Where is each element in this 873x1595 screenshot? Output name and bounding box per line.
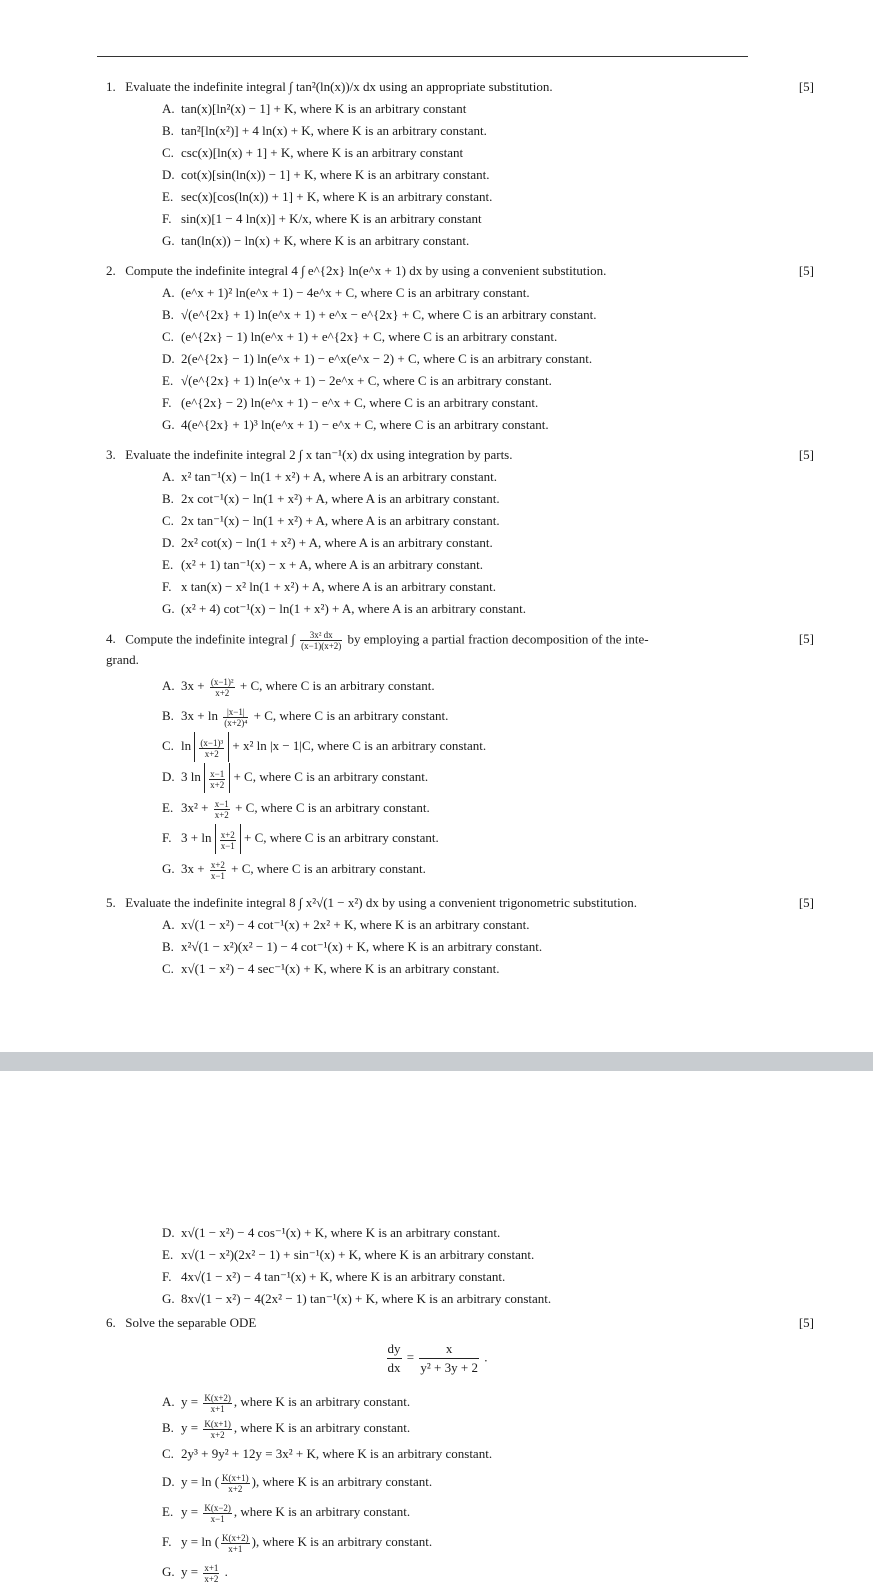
option[interactable]: F. y = ln ( $\frac{K(x+2)}{x+1}$ ), where K is an arbitrary constant. — [162, 1532, 433, 1554]
question-text: Compute the indefinite integral ∫ — [125, 631, 295, 647]
marks-label: [5] — [798, 895, 814, 911]
option[interactable]: B. x²√(1 − x²)(x² − 1) − 4 cot⁻¹(x) + K, where K is an arbitrary constant. — [162, 939, 543, 955]
page-two — [106, 1222, 826, 1587]
option[interactable]: F. 4x√(1 − x²) − 4 tan⁻¹(x) + K, where K is an arbitrary constant. — [162, 1269, 506, 1284]
marks-label: [5] — [798, 447, 814, 462]
option[interactable]: C. x√(1 − x²) − 4 sec⁻¹(x) + K, where K is an arbitrary constant. — [162, 961, 500, 977]
question-number: 6. — [106, 1315, 116, 1330]
question-1 — [106, 78, 826, 252]
question-text: Evaluate the indefinite integral 2 ∫ x tan⁻¹(x) dx using integration by parts. — [125, 447, 513, 462]
option[interactable]: D. x√(1 − x²) − 4 cos⁻¹(x) + K, where K is an arbitrary constant. — [162, 1225, 501, 1240]
option[interactable]: A. x√(1 − x²) − 4 cot⁻¹(x) + 2x² + K, where K is an arbitrary constant. — [162, 917, 530, 933]
question-text-cont: by employing a partial fraction decomposition of the inte- — [347, 631, 649, 647]
option[interactable]: D. 3 ln $\frac{x-1}{x+2}$ + C, where C is an arbitrary constant. — [162, 762, 826, 793]
option[interactable]: F. (e^{2x} − 2) ln(e^x + 1) − e^x + C, where C is an arbitrary constant. — [162, 395, 539, 410]
marks-label: [5] — [798, 263, 814, 278]
options-list-continued — [106, 1222, 826, 1310]
option[interactable]: D. cot(x)[sin(ln(x)) − 1] + K, where K is an arbitrary constant. — [162, 167, 490, 182]
options-list — [106, 1389, 826, 1587]
option[interactable]: B. 2x cot⁻¹(x) − ln(1 + x²) + A, where A is an arbitrary constant. — [162, 491, 500, 506]
option[interactable]: G. y = $\frac{x+1}{x+2}$ . — [162, 1562, 228, 1584]
options-list — [106, 671, 826, 884]
option[interactable]: C. csc(x)[ln(x) + 1] + K, where K is an arbitrary constant — [162, 145, 464, 160]
marks-label: [5] — [798, 79, 814, 94]
options-list — [106, 282, 826, 436]
option[interactable]: A. y = $\frac{K(x+2)}{x+1}$ , where K is an arbitrary constant. — [162, 1392, 411, 1414]
option[interactable]: G. tan(ln(x)) − ln(x) + K, where K is an arbitrary constant. — [162, 233, 470, 248]
question-number: 4. — [106, 631, 116, 647]
question-number: 5. — [106, 895, 116, 911]
option[interactable]: A. x² tan⁻¹(x) − ln(1 + x²) + A, where A is an arbitrary constant. — [162, 469, 498, 484]
option[interactable]: G. 3x + $\frac{x+2}{x-1}$ + C, where C is an arbitrary constant. — [162, 859, 426, 881]
question-number: 1. — [106, 79, 116, 94]
question-2 — [106, 262, 826, 436]
option[interactable]: F. 3 + ln $\frac{x+2}{x-1}$ + C, where C is an arbitrary constant. — [162, 823, 826, 854]
question-text: Compute the indefinite integral 4 ∫ e^{2x} ln(e^x + 1) dx by using a convenient substitution. — [125, 263, 607, 278]
option[interactable]: A. 3x + $\frac{\text{(x−1)²}}{x+2}$ + C, where C is an arbitrary constant. — [162, 676, 435, 698]
option[interactable]: E. y = $\frac{K(x-2)}{x-1}$ , where K is an arbitrary constant. — [162, 1502, 411, 1524]
question-6 — [106, 1314, 826, 1587]
option[interactable]: B. tan²[ln(x²)] + 4 ln(x) + K, where K is an arbitrary constant. — [162, 123, 487, 138]
options-list — [106, 98, 826, 252]
options-list — [106, 914, 826, 980]
question-text: Solve the separable ODE — [125, 1315, 257, 1330]
page-one — [106, 78, 826, 980]
question-3 — [106, 446, 826, 620]
option[interactable]: A. (e^x + 1)² ln(e^x + 1) − 4e^x + C, where C is an arbitrary constant. — [162, 285, 530, 300]
ode-equation: $\frac{dy}{dx}$ = $\frac{x}{\text{y² + 3y + 2}}$ . — [387, 1341, 488, 1375]
option[interactable]: A. tan(x)[ln²(x) − 1] + K, where K is an arbitrary constant — [162, 101, 467, 116]
option[interactable]: E. x√(1 − x²)(2x² − 1) + sin⁻¹(x) + K, where K is an arbitrary constant. — [162, 1247, 535, 1262]
option[interactable]: D. 2(e^{2x} − 1) ln(e^x + 1) − e^x(e^x − 2) + C, where C is an arbitrary constant. — [162, 351, 593, 366]
question-text-line2: grand. — [106, 652, 139, 667]
option[interactable]: E. 3x² + $\frac{x-1}{x+2}$ + C, where C is an arbitrary constant. — [162, 798, 430, 820]
marks-label: [5] — [798, 631, 814, 646]
option[interactable]: B. y = $\frac{K(x+1)}{x+2}$ , where K is an arbitrary constant. — [162, 1418, 411, 1440]
option[interactable]: D. 2x² cot(x) − ln(1 + x²) + A, where A is an arbitrary constant. — [162, 535, 493, 550]
option[interactable]: B. 3x + ln $\frac{|x-1|}{\text{(x+2)⁴}}$ + C, where C is an arbitrary constant. — [162, 706, 449, 728]
option[interactable]: G. 4(e^{2x} + 1)³ ln(e^x + 1) − e^x + C, where C is an arbitrary constant. — [162, 417, 549, 432]
option[interactable]: E. (x² + 1) tan⁻¹(x) − x + A, where A is an arbitrary constant. — [162, 557, 483, 572]
option[interactable]: C. 2x tan⁻¹(x) − ln(1 + x²) + A, where A is an arbitrary constant. — [162, 513, 500, 528]
question-number: 3. — [106, 447, 116, 462]
question-4 — [106, 630, 826, 884]
options-list — [106, 466, 826, 620]
option[interactable]: B. √(e^{2x} + 1) ln(e^x + 1) + e^x − e^{2x} + C, where C is an arbitrary constant. — [162, 307, 597, 322]
option[interactable]: G. 8x√(1 − x²) − 4(2x² − 1) tan⁻¹(x) + K, where K is an arbitrary constant. — [162, 1291, 552, 1306]
marks-label: [5] — [798, 1315, 814, 1330]
option[interactable]: C. 2y³ + 9y² + 12y = 3x² + K, where K is an arbitrary constant. — [162, 1446, 493, 1461]
option[interactable]: E. √(e^{2x} + 1) ln(e^x + 1) − 2e^x + C, where C is an arbitrary constant. — [162, 373, 552, 388]
page-break-band — [0, 1052, 873, 1071]
option[interactable]: F. sin(x)[1 − 4 ln(x)] + K/x, where K is an arbitrary constant — [162, 211, 482, 226]
integrand-fraction: $\frac{\text{3x² dx}}{(x-1)(x+2)}$ — [301, 630, 342, 651]
option[interactable]: C. ln $\frac{\text{(x−1)³}}{x+2}$ + x² ln |x − 1|C, where C is an arbitrary constant. — [162, 731, 826, 762]
option[interactable]: C. (e^{2x} − 1) ln(e^x + 1) + e^{2x} + C, where C is an arbitrary constant. — [162, 329, 558, 344]
top-rule — [97, 56, 748, 57]
question-text: Evaluate the indefinite integral 8 ∫ x²√(1 − x²) dx by using a convenient trigonometric substitution. — [125, 895, 638, 911]
option[interactable]: E. sec(x)[cos(ln(x)) + 1] + K, where K is an arbitrary constant. — [162, 189, 493, 204]
question-text: Evaluate the indefinite integral ∫ tan²(ln(x))/x dx using an appropriate substitution. — [125, 79, 553, 94]
option[interactable]: D. y = ln ( $\frac{K(x+1)}{x+2}$ ), where K is an arbitrary constant. — [162, 1472, 433, 1494]
question-number: 2. — [106, 263, 116, 278]
option[interactable]: F. x tan(x) − x² ln(1 + x²) + A, where A is an arbitrary constant. — [162, 579, 496, 594]
question-5 — [106, 894, 826, 980]
option[interactable]: G. (x² + 4) cot⁻¹(x) − ln(1 + x²) + A, where A is an arbitrary constant. — [162, 601, 526, 616]
